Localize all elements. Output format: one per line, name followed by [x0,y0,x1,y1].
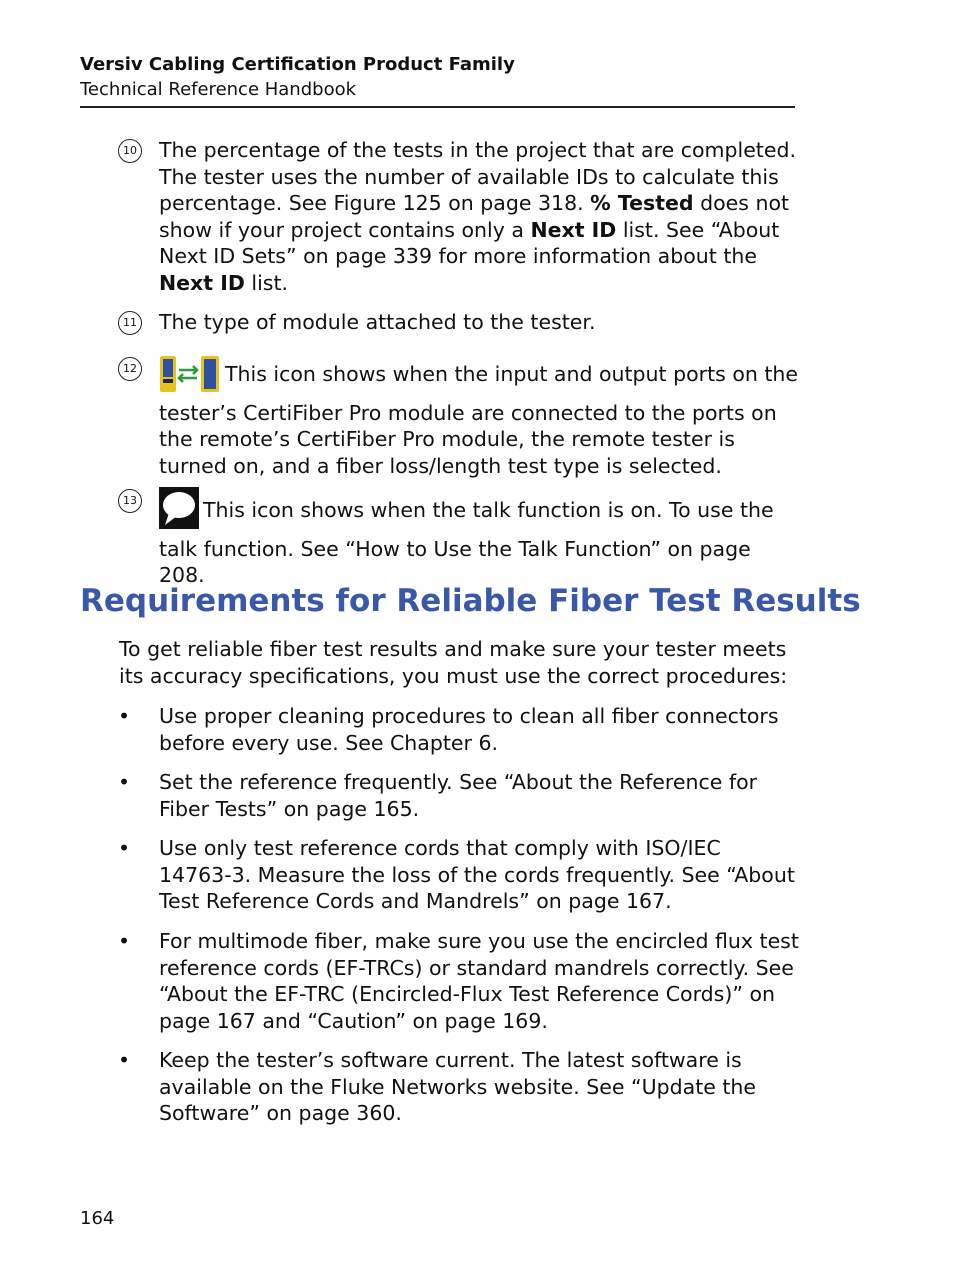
callout-text: This icon shows when the talk function is on. To use the talk function. See “How to Use the Talk Function” on page 208. [159,487,799,589]
talk-bubble-icon [159,487,199,536]
fiber-connected-icon [159,355,221,400]
bullet-marker: • [118,770,131,794]
callout-number: 12 [118,357,142,381]
list-item-text: Keep the tester’s software current. The latest software is available on the Fluke Networks website. See “Update the Software” on page 360. [159,1048,757,1125]
callout-number: 13 [118,489,142,513]
page-number: 164 [80,1208,115,1229]
callout-text: The percentage of the tests in the project that are completed. The tester uses the number of available IDs to calculate this percentage. See Figure 125 on page 318. % Tested does not show if your project contains only a Next ID list. See “About Next ID Sets” on page 339 for more information about the Next ID list. [159,138,796,295]
list-item-text: Use proper cleaning procedures to clean all fiber connectors before every use. See Chapter 6. [159,704,779,755]
running-header [80,52,795,108]
bullet-marker: • [118,704,131,728]
callout-text: The type of module attached to the tester. [159,310,596,334]
list-item-text: Use only test reference cords that comply with ISO/IEC 14763-3. Measure the loss of the cords frequently. See “About Test Reference Cords and Mandrels” on page 167. [159,836,795,913]
bullet-marker: • [118,1048,131,1072]
list-item-text: Set the reference frequently. See “About the Reference for Fiber Tests” on page 165. [159,770,758,821]
section-heading: Requirements for Reliable Fiber Test Results [80,583,861,619]
callout-number: 10 [118,139,142,163]
header-title: Versiv Cabling Certification Product Family [80,54,515,75]
callout-number: 11 [118,311,142,335]
header-subtitle: Technical Reference Handbook [80,79,357,100]
list-item-text: For multimode fiber, make sure you use the encircled flux test reference cords (EF-TRCs) or standard mandrels correctly. See “About the EF-TRC (Encircled-Flux Test Reference Cords)” on page 167 and “Caution” on page 169. [159,929,799,1033]
section-intro: To get reliable fiber test results and make sure your tester meets its accuracy specifications, you must use the correct procedures: [119,637,788,688]
callout-text: This icon shows when the input and output ports on the tester’s CertiFiber Pro module are connected to the ports on the remote’s CertiFiber Pro module, the remote tester is turned on, and a fiber loss/length test type is selected. [159,355,799,479]
bullet-marker: • [118,929,131,953]
bullet-marker: • [118,836,131,860]
